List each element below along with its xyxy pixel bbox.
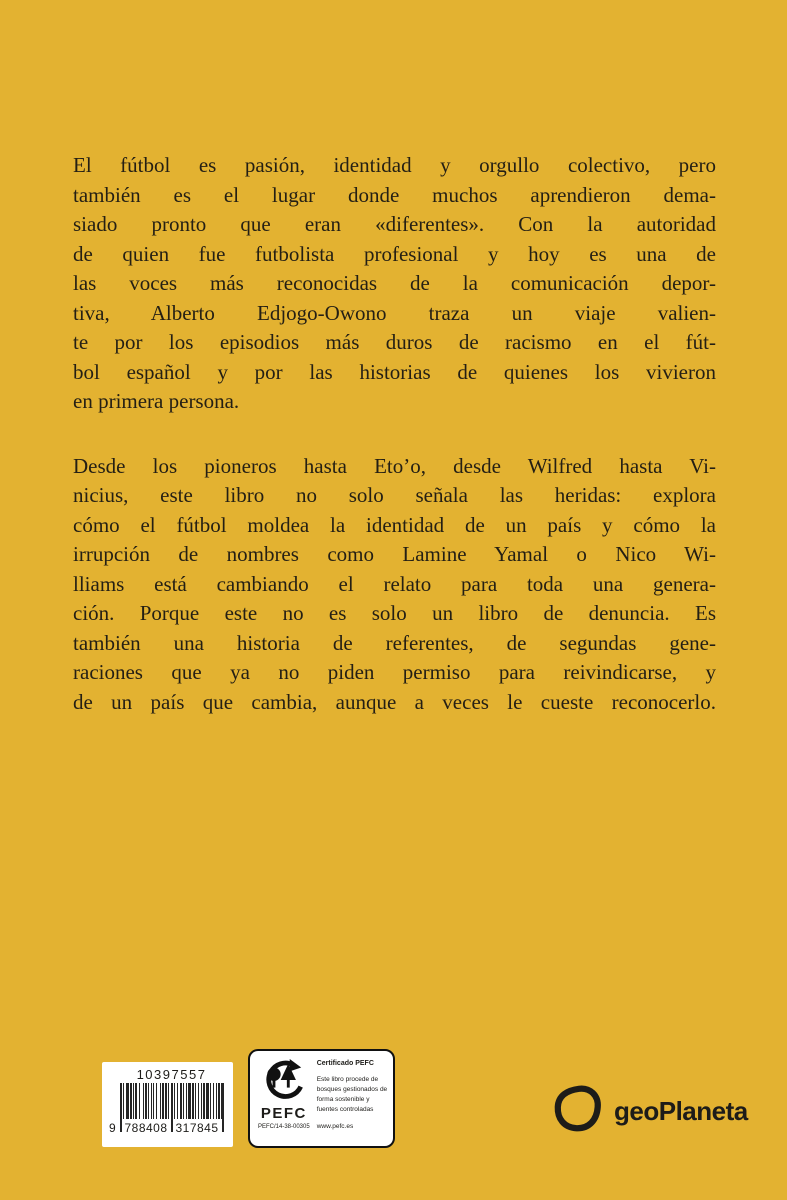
pefc-wordmark: PEFC — [260, 1105, 307, 1122]
publisher-ring-icon — [553, 1084, 603, 1138]
synopsis-line: nicius, este libro no solo señala las heridas: explora — [73, 483, 716, 507]
isbn-prefix-digit: 9 — [109, 1121, 116, 1135]
synopsis-line: tiva, Alberto Edjogo-Owono traza un viaje valien- — [73, 300, 716, 325]
isbn-group-2: 317845 — [175, 1121, 219, 1135]
publisher-name: geoPlaneta — [614, 1095, 748, 1126]
synopsis-paragraph — [73, 151, 716, 417]
synopsis-line: también es el lugar donde muchos aprendieron dema- — [73, 182, 716, 207]
synopsis-line: te por los episodios más duros de racismo en el fút- — [73, 330, 716, 354]
barcode-product-code: 10397557 — [136, 1067, 207, 1082]
synopsis-line: en primera persona. — [73, 389, 240, 413]
synopsis-line: El fútbol es pasión, identidad y orgullo colectivo, pero — [73, 153, 716, 177]
synopsis-paragraph — [73, 452, 716, 718]
synopsis-line: de quien fue futbolista profesional y hoy es una de — [73, 241, 716, 266]
synopsis-line: irrupción de nombres como Lamine Yamal o Nico Wi- — [73, 542, 716, 566]
pefc-certificate-label — [248, 1049, 395, 1148]
barcode — [102, 1062, 233, 1147]
synopsis-line: de un país que cambia, aunque a veces le cueste reconocerlo. — [73, 689, 716, 714]
synopsis-line: bol español y por las historias de quienes los vivieron — [73, 359, 716, 384]
isbn-group-1: 788408 — [124, 1121, 168, 1135]
pefc-website: www.pefc.es — [316, 1123, 354, 1131]
synopsis-line: cómo el fútbol moldea la identidad de un país y cómo la — [73, 512, 716, 537]
synopsis-line: ción. Porque este no es solo un libro de denuncia. Es — [73, 601, 716, 625]
synopsis — [73, 151, 716, 717]
pefc-logo-column — [258, 1058, 310, 1140]
synopsis-line: Desde los pioneros hasta Eto’o, desde Wilfred hasta Vi- — [73, 453, 716, 478]
pefc-text-column — [317, 1058, 389, 1140]
pefc-certificate-title: Certificado PEFC — [316, 1060, 374, 1067]
synopsis-line: las voces más reconocidas de la comunicación depor- — [73, 271, 716, 295]
pefc-license-code: PEFC/14-38-00305 — [258, 1124, 310, 1130]
pefc-trees-icon — [261, 1058, 307, 1105]
pefc-description: Este libro procede de bosques gestionados de forma sostenible y fuentes controladas — [316, 1076, 388, 1114]
synopsis-line: siado pronto que eran «diferentes». Con la autoridad — [73, 212, 716, 236]
synopsis-line: lliams está cambiando el relato para toda una genera- — [73, 571, 716, 596]
barcode-bars-area — [109, 1083, 224, 1143]
synopsis-line: también una historia de referentes, de segundas gene- — [73, 630, 716, 655]
synopsis-line: raciones que ya no piden permiso para reivindicarse, y — [73, 660, 716, 684]
publisher-logo — [553, 1084, 748, 1138]
barcode-isbn-digits — [109, 1121, 224, 1135]
